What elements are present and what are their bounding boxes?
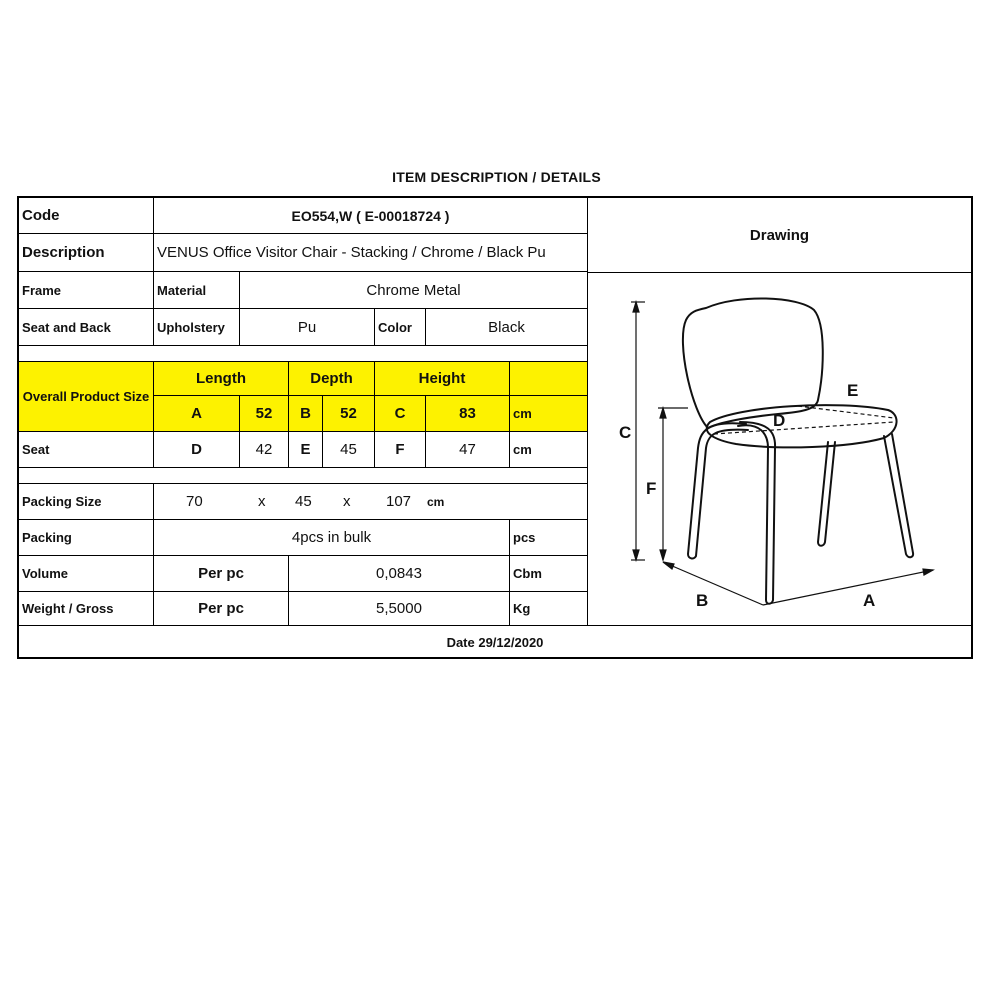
drawing-divider bbox=[587, 198, 588, 625]
item-details-sheet bbox=[17, 196, 973, 659]
chair-backrest bbox=[683, 298, 823, 428]
overall-blank-cell bbox=[510, 362, 588, 396]
packing-label: Packing bbox=[19, 520, 154, 556]
overall-unit: cm bbox=[510, 396, 588, 432]
date-footer: Date 29/12/2020 bbox=[19, 625, 971, 658]
length-header: Length bbox=[154, 362, 289, 396]
depth-header: Depth bbox=[289, 362, 375, 396]
weight-unit: Kg bbox=[510, 592, 588, 625]
weight-label: Weight / Gross bbox=[19, 592, 154, 625]
b-letter: B bbox=[289, 396, 323, 432]
a-letter: A bbox=[154, 396, 240, 432]
chair-dimension-drawing bbox=[588, 272, 971, 625]
upholstery-value: Pu bbox=[240, 309, 375, 346]
code-label: Code bbox=[19, 198, 154, 234]
packing-height: 107 bbox=[386, 493, 412, 510]
drawing-label-a: A bbox=[863, 591, 876, 610]
packing-size-unit: cm bbox=[427, 494, 445, 509]
c-value: 83 bbox=[426, 396, 510, 432]
packing-length: 70 bbox=[186, 493, 203, 510]
b-value: 52 bbox=[323, 396, 375, 432]
spacer-row-2 bbox=[19, 468, 588, 484]
f-letter: F bbox=[375, 432, 426, 468]
e-letter: E bbox=[289, 432, 323, 468]
sheet-title: ITEM DESCRIPTION / DETAILS bbox=[392, 169, 601, 185]
material-value: Chrome Metal bbox=[240, 272, 588, 309]
packing-width: 45 bbox=[295, 493, 312, 510]
drawing-title: Drawing bbox=[588, 198, 971, 273]
drawing-label-d: D bbox=[773, 411, 786, 430]
dimension-f-line bbox=[658, 408, 688, 560]
e-value: 45 bbox=[323, 432, 375, 468]
d-letter: D bbox=[154, 432, 240, 468]
weight-value: 5,5000 bbox=[289, 592, 510, 625]
code-value: EO554,W ( E-00018724 ) bbox=[154, 198, 588, 234]
frame-label: Frame bbox=[19, 272, 154, 309]
packing-size-value bbox=[154, 484, 588, 520]
seat-label: Seat bbox=[19, 432, 154, 468]
upholstery-label: Upholstery bbox=[154, 309, 240, 346]
material-label: Material bbox=[154, 272, 240, 309]
drawing-label-f: F bbox=[646, 479, 657, 498]
drawing-label-e: E bbox=[847, 381, 859, 400]
packing-x-2: x bbox=[343, 493, 351, 510]
packing-size-label: Packing Size bbox=[19, 484, 154, 520]
chair-legs bbox=[688, 422, 913, 604]
volume-label: Volume bbox=[19, 556, 154, 592]
description-value: VENUS Office Visitor Chair - Stacking / Chrome / Black Pu bbox=[154, 234, 588, 272]
color-label: Color bbox=[375, 309, 426, 346]
volume-unit: Cbm bbox=[510, 556, 588, 592]
c-letter: C bbox=[375, 396, 426, 432]
f-value: 47 bbox=[426, 432, 510, 468]
volume-value: 0,0843 bbox=[289, 556, 510, 592]
a-value: 52 bbox=[240, 396, 289, 432]
drawing-label-c: C bbox=[619, 423, 632, 442]
overall-size-label: Overall Product Size bbox=[19, 362, 154, 432]
packing-x-1: x bbox=[258, 493, 266, 510]
volume-basis: Per pc bbox=[154, 556, 289, 592]
seat-back-label: Seat and Back bbox=[19, 309, 154, 346]
color-value: Black bbox=[426, 309, 588, 346]
packing-value: 4pcs in bulk bbox=[154, 520, 510, 556]
weight-basis: Per pc bbox=[154, 592, 289, 625]
seat-unit: cm bbox=[510, 432, 588, 468]
packing-unit: pcs bbox=[510, 520, 588, 556]
d-value: 42 bbox=[240, 432, 289, 468]
description-label: Description bbox=[19, 234, 154, 272]
drawing-label-b: B bbox=[696, 591, 709, 610]
height-header: Height bbox=[375, 362, 510, 396]
dimension-c-line bbox=[631, 302, 645, 560]
spacer-row bbox=[19, 346, 588, 362]
